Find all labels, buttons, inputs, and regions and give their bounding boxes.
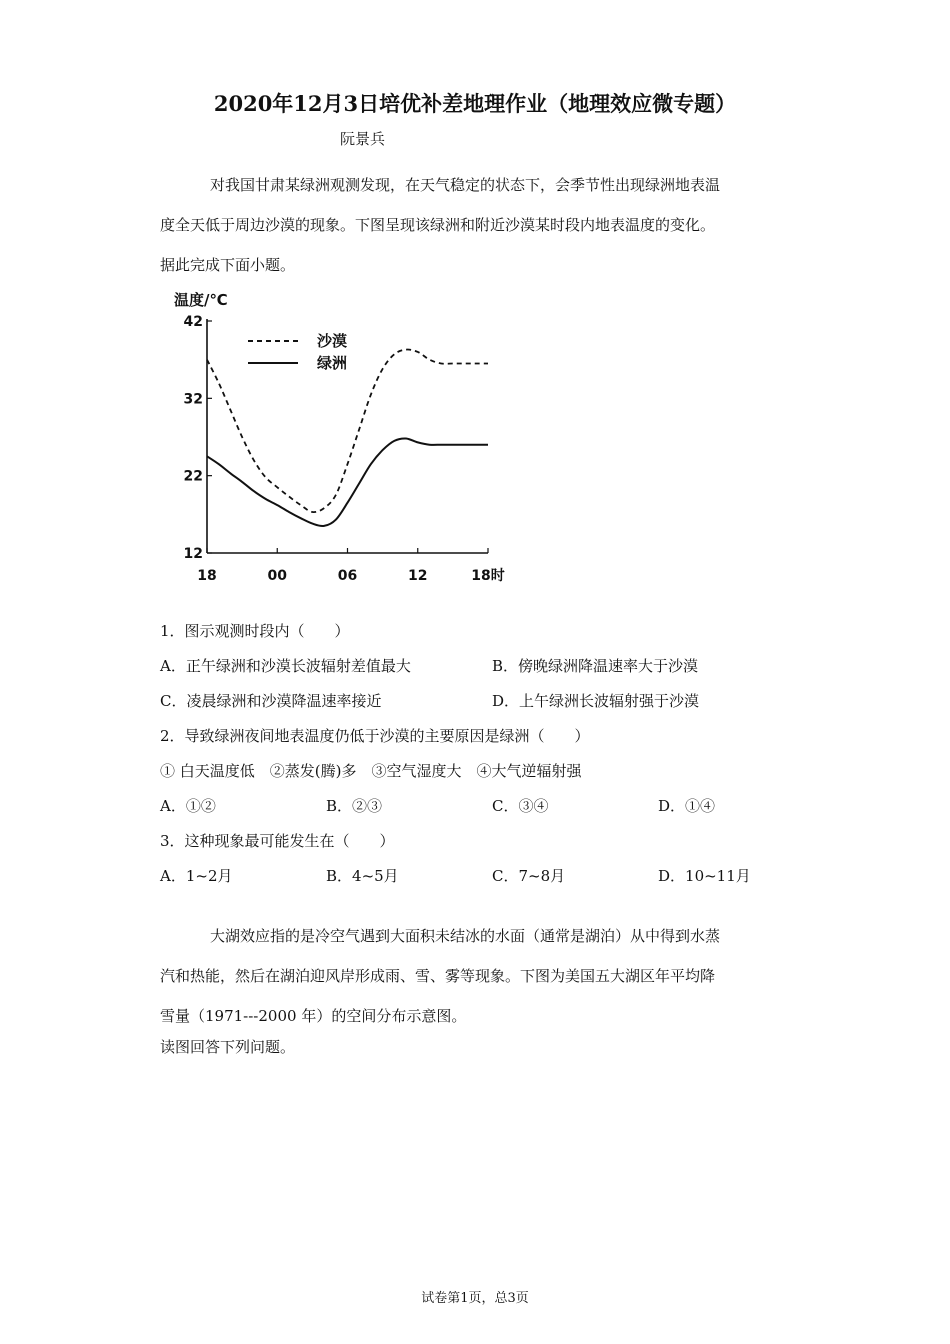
question-2-option-c[interactable]: C．③④ — [492, 797, 549, 815]
intro-paragraph-1 — [160, 165, 800, 285]
y-tick-label: 32 — [183, 391, 203, 408]
legend-label-oasis: 绿洲 — [317, 354, 348, 372]
reading-instruction: 读图回答下列问题。 — [160, 1038, 296, 1056]
intro-1-line-1: 对我国甘肃某绿洲观测发现，在天气稳定的状态下，会季节性出现绿洲地表温 — [210, 176, 721, 194]
y-tick-label: 12 — [183, 546, 203, 562]
page-footer: 试卷第1页，总3页 — [421, 1291, 529, 1306]
x-tick-label: 18时 — [471, 568, 505, 584]
y-tick-label: 42 — [183, 314, 203, 330]
question-2-option-b[interactable]: B．②③ — [326, 797, 383, 815]
question-2-items: ① 白天温度低 ②蒸发(腾)多 ③空气湿度大 ④大气逆辐射强 — [160, 762, 582, 780]
x-tick-label: 06 — [337, 568, 358, 584]
x-tick-label: 18 — [197, 568, 217, 584]
temperature-chart — [160, 285, 520, 585]
question-1-option-c[interactable]: C．凌晨绿洲和沙漠降温速率接近 — [160, 692, 382, 710]
question-1-stem: 1．图示观测时段内（ ） — [160, 622, 350, 640]
question-3-option-d[interactable]: D．10~11月 — [658, 867, 751, 885]
intro-2-line-1: 大湖效应指的是冷空气遇到大面积未结冰的水面（通常是湖泊）从中得到水蒸 — [210, 927, 721, 945]
question-1-option-b[interactable]: B．傍晚绿洲降温速率大于沙漠 — [492, 657, 699, 675]
intro-2-line-2: 汽和热能，然后在湖泊迎风岸形成雨、雪、雾等现象。下图为美国五大湖区年平均降 — [160, 967, 716, 985]
question-3-stem: 3．这种现象最可能发生在（ ） — [160, 832, 395, 850]
question-1-option-a[interactable]: A．正午绿洲和沙漠长波辐射差值最大 — [160, 657, 411, 675]
intro-2-line-3: 雪量（1971---2000 年）的空间分布示意图。 — [160, 1007, 467, 1025]
question-3-option-a[interactable]: A．1~2月 — [160, 867, 233, 885]
x-tick-label: 00 — [267, 568, 287, 584]
question-3-option-b[interactable]: B．4~5月 — [326, 867, 399, 885]
y-tick-label: 22 — [183, 468, 203, 485]
x-tick-label: 12 — [408, 568, 428, 584]
question-2-option-d[interactable]: D．①④ — [658, 797, 716, 815]
question-2-option-a[interactable]: A．①② — [160, 797, 216, 815]
author-name: 阮景兵 — [340, 130, 386, 148]
page-title: 2020年12月3日培优补差地理作业（地理效应微专题） — [213, 91, 737, 116]
y-axis-label: 温度/℃ — [174, 291, 228, 309]
temperature-chart-svg — [160, 285, 520, 585]
question-1-option-d[interactable]: D．上午绿洲长波辐射强于沙漠 — [492, 692, 700, 710]
legend-label-desert: 沙漠 — [317, 332, 348, 350]
question-2-stem: 2．导致绿洲夜间地表温度仍低于沙漠的主要原因是绿洲（ ） — [160, 727, 590, 745]
question-3-option-c[interactable]: C．7~8月 — [492, 867, 566, 885]
intro-paragraph-2 — [160, 916, 800, 1036]
intro-1-line-3: 据此完成下面小题。 — [160, 256, 296, 274]
intro-1-line-2: 度全天低于周边沙漠的现象。下图呈现该绿洲和附近沙漠某时段内地表温度的变化。 — [160, 216, 716, 234]
